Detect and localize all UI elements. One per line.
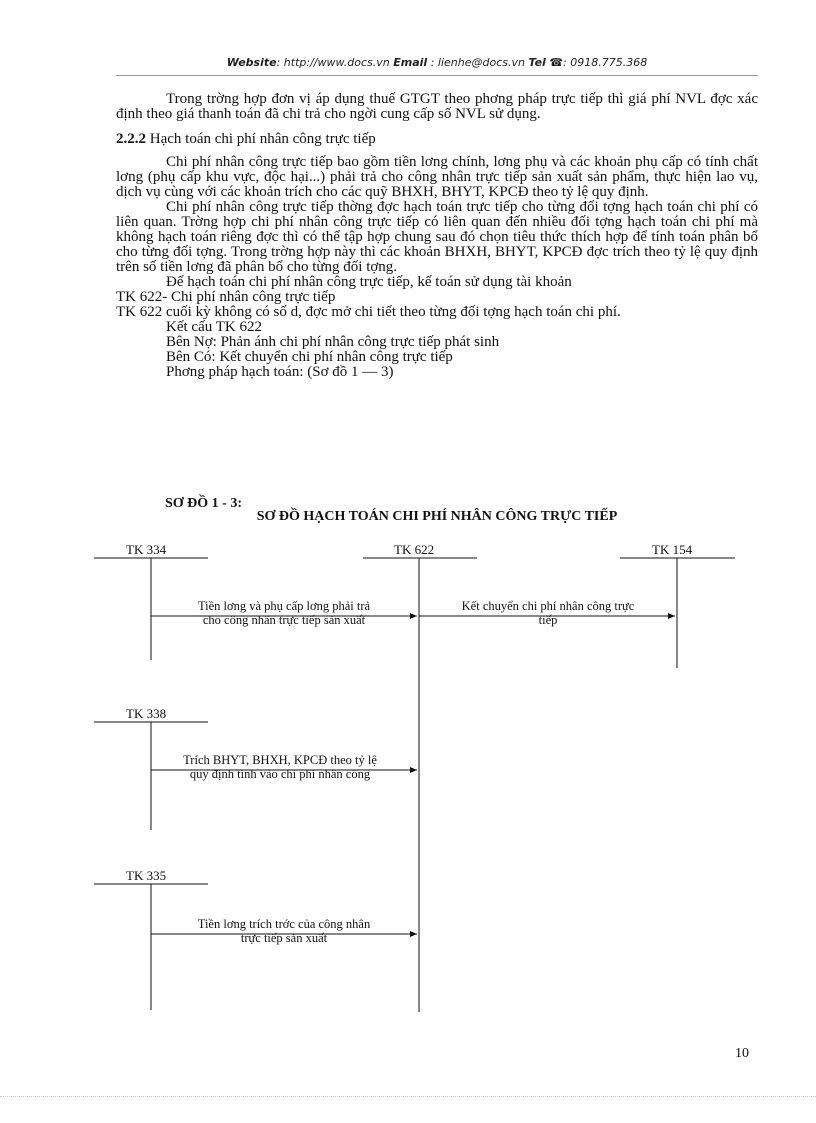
footer-rule <box>0 1096 816 1097</box>
account-tk334: TK 334 <box>126 542 167 557</box>
email-value: : lienhe@docs.vn <box>430 56 525 69</box>
diagram-label: SƠ ĐỒ 1 - 3: <box>165 496 242 511</box>
debit-side: Bên Nợ: Phản ánh chi phí nhân công trực tiếp phát sinh <box>166 334 500 350</box>
account-tk338: TK 338 <box>126 706 167 721</box>
section-title: Hạch toán chi phí nhân công trực tiếp <box>149 131 376 147</box>
flow1-line1: Tiền lơng và phụ cấp lơng phải trả <box>197 599 371 613</box>
paragraph-vat: Trong trờng hợp đơn vị áp dụng thuế GTGT theo phơng pháp trực tiếp thì giá phí NVL đợc xác định theo giá thanh toán đã chi trả cho ngời cung cấp số NVL sử dụng. <box>116 91 758 122</box>
credit-side: Bên Có: Kết chuyển chi phí nhân công trực tiếp <box>166 349 453 365</box>
flow3-line1: Trích BHYT, BHXH, KPCĐ theo tỷ lệ <box>183 753 377 767</box>
paragraph-account-use: Để hạch toán chi phí nhân công trực tiếp, kế toán sử dụng tài khoản <box>166 274 572 290</box>
document-body <box>116 92 758 380</box>
flow1-line2: cho công nhân trực tiếp sản xuất <box>202 613 366 627</box>
tel-value: : 0918.775.368 <box>563 56 648 69</box>
accounting-diagram <box>0 530 816 1030</box>
section-number: 2.2.2 <box>116 131 146 147</box>
header-rule <box>116 75 758 76</box>
phone-icon: ☎ <box>549 56 564 69</box>
structure-title: Kết cấu TK 622 <box>166 319 262 335</box>
email-label: Email <box>393 56 428 69</box>
flow2-line1: Kết chuyển chi phí nhân công trực <box>461 599 635 613</box>
flow3-line2: quy định tính vào chi phí nhân công <box>189 767 371 781</box>
account-tk154: TK 154 <box>652 542 693 557</box>
paragraph-allocation: Chi phí nhân công trực tiếp thờng đợc hạch toán trực tiếp cho từng đối tợng hạch toán chi phí có liên quan. Trờng hợp chi phí nhân công trực tiếp có liên quan đến nhiều đối tợng hạch toán chi phí mà không hạch toán riêng đợc thì có thể tập hợp chung sau đó chọn tiêu thức thích hợp để tính toán phân bổ cho từng đối tợng. Trong trờng hợp này thì các khoản BHXH, BHYT, KPCĐ đợc trích theo tỷ lệ quy định trên số tiền lơng đã phân bổ cho từng đối tợng. <box>116 199 758 275</box>
paragraph-tk622-balance: TK 622 cuối kỳ không có số d, đợc mở chi tiết theo từng đối tợng hạch toán chi phí. <box>116 304 621 320</box>
account-tk622: TK 622 <box>394 542 435 557</box>
page-header <box>116 56 758 69</box>
website-label: Website <box>226 56 277 69</box>
section-heading <box>116 132 758 147</box>
flow2-line2: tiếp <box>538 613 558 627</box>
account-tk335: TK 335 <box>126 868 167 883</box>
paragraph-tk622: TK 622- Chi phí nhân công trực tiếp <box>116 289 336 305</box>
website-value: : http://www.docs.vn <box>276 56 390 69</box>
paragraph-definition: Chi phí nhân công trực tiếp bao gồm tiền lơng chính, lơng phụ và các khoản phụ cấp có tính chất lơng (phụ cấp khu vực, độc hại...) phải trả cho công nhân trực tiếp sản xuất sản phẩm, thực hiện lao vụ, dịch vụ cùng với các khoản trích cho các quỹ BHXH, BHYT, KPCĐ theo tỷ lệ quy định. <box>116 154 758 200</box>
accounting-method: Phơng pháp hạch toán: (Sơ đồ 1 — 3) <box>166 364 394 380</box>
flow4-line2: trực tiếp sản xuất <box>240 931 328 945</box>
diagram-title: SƠ ĐỒ HẠCH TOÁN CHI PHÍ NHÂN CÔNG TRỰC TIẾP <box>256 509 618 524</box>
page-number: 10 <box>735 1046 749 1061</box>
tel-label: Tel <box>528 56 546 69</box>
flow4-line1: Tiền lơng trích trớc của công nhân <box>197 917 371 931</box>
